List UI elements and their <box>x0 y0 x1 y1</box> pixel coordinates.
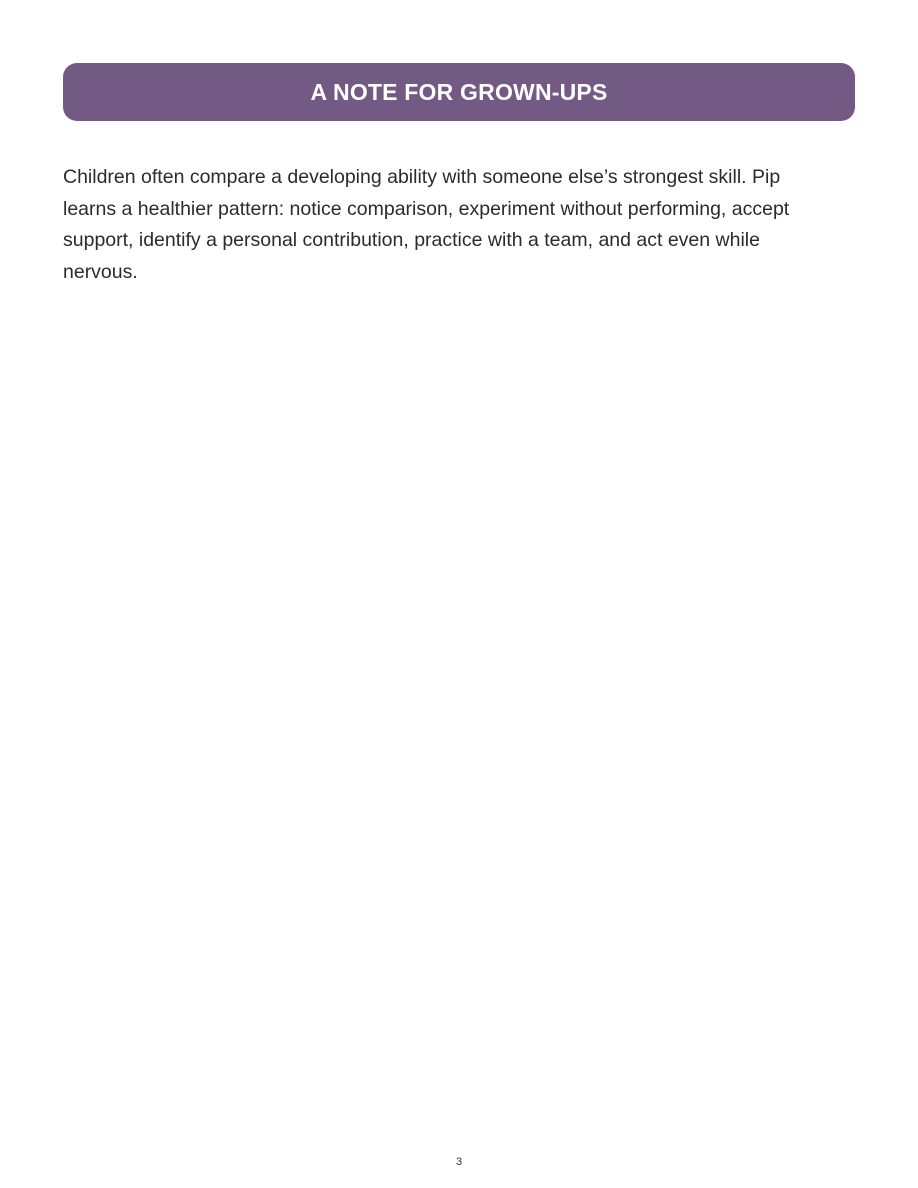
page-number: 3 <box>455 1156 463 1168</box>
note-paragraph: Children often compare a developing ability with someone else’s strongest skill. Pip learns a healthier pattern: notice comparison, experiment without performing, accept support, identify a personal contribution, practice with a team, and act even while nervous. <box>63 166 790 283</box>
section-heading-banner <box>63 63 855 121</box>
section-heading: A NOTE FOR GROWN-UPS <box>310 78 608 105</box>
